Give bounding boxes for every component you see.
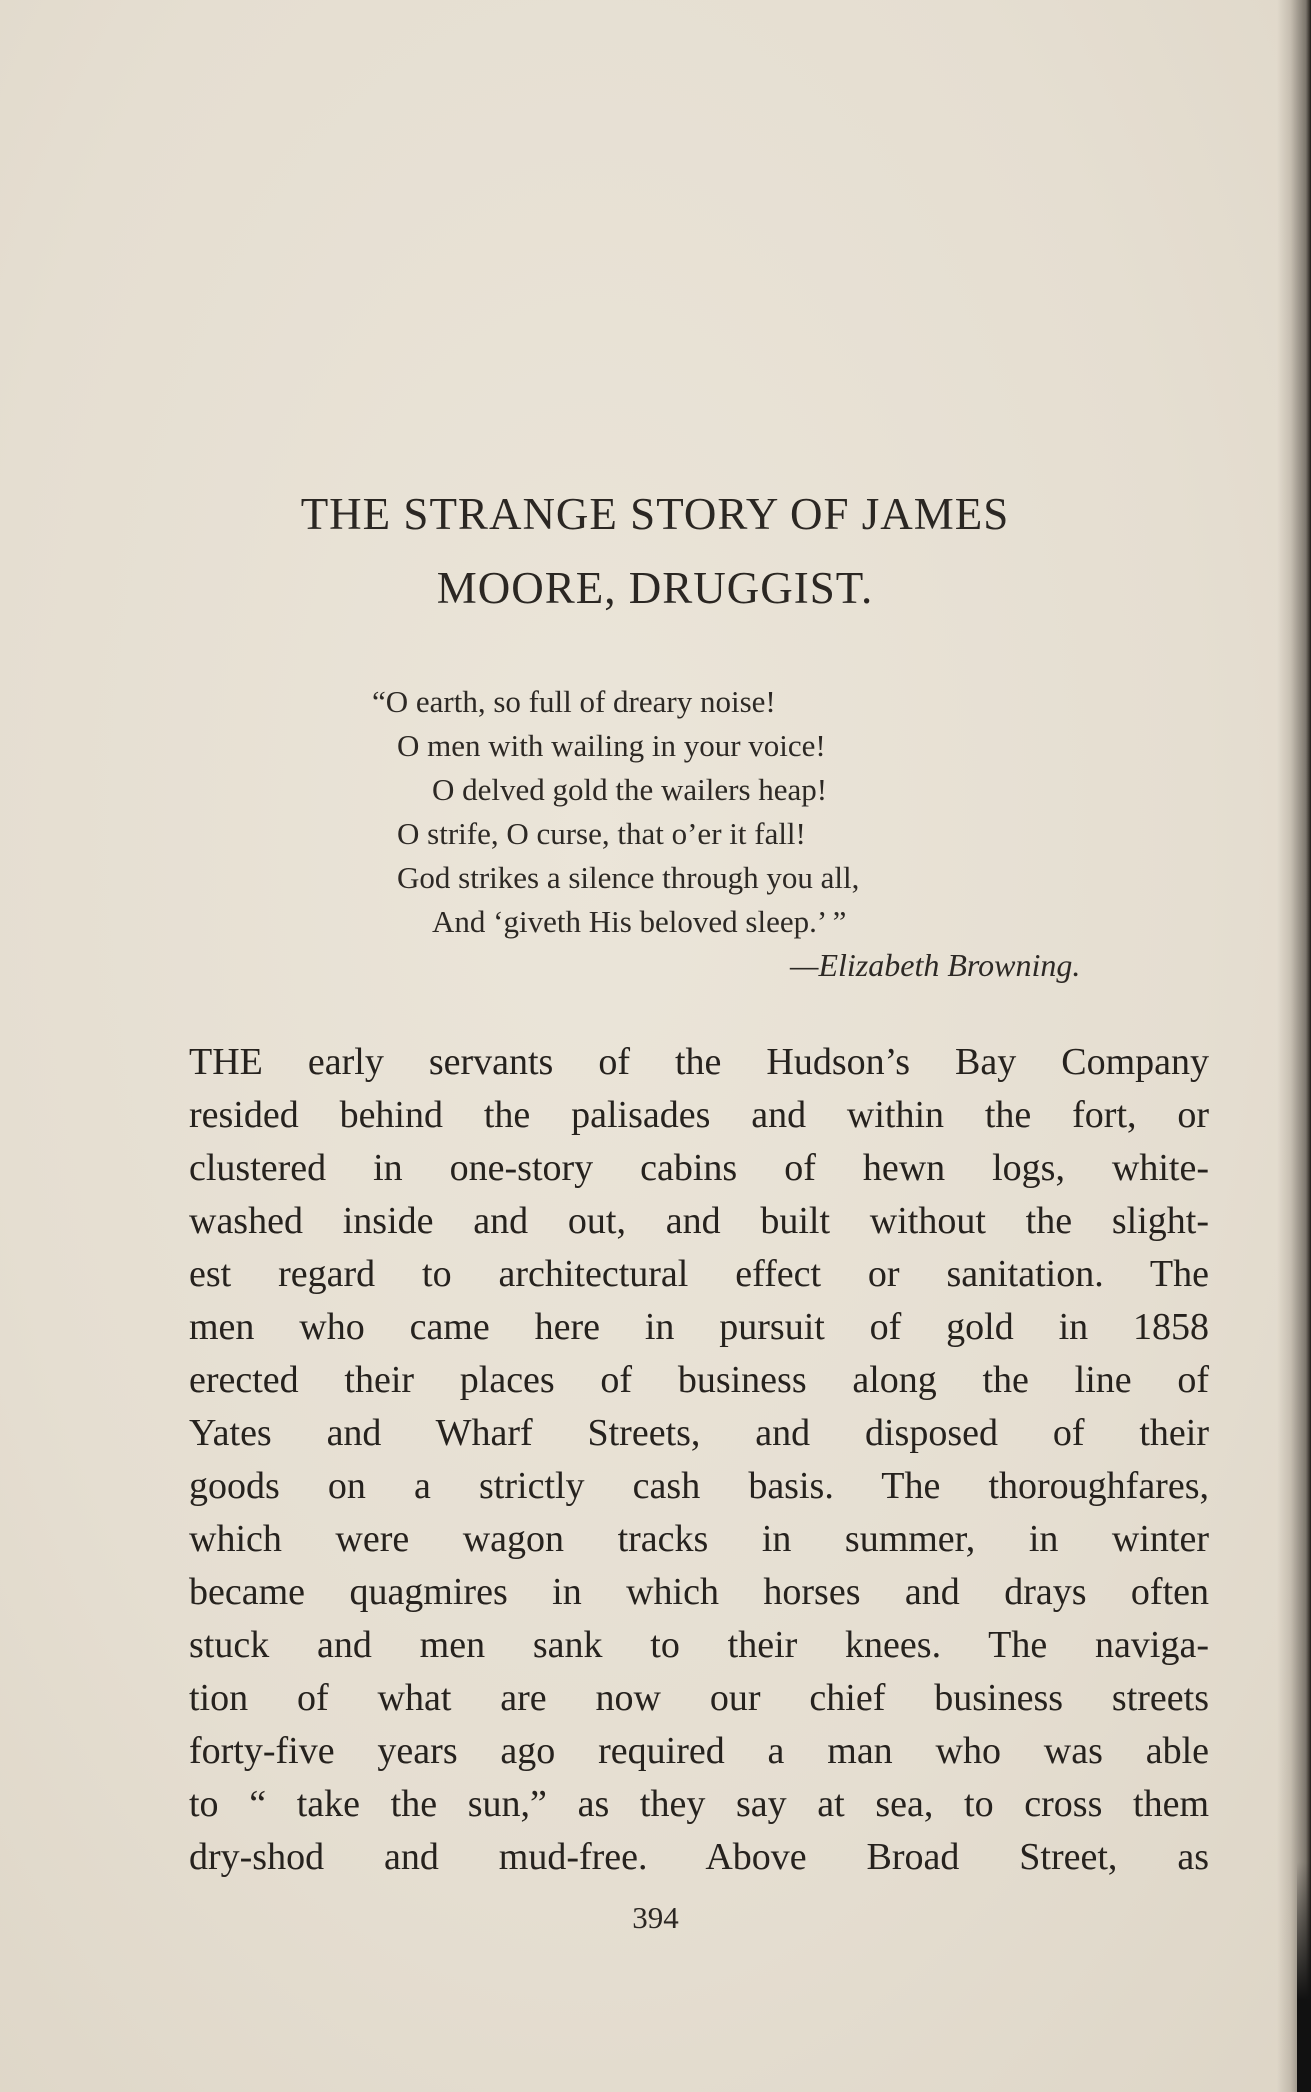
body-line: goods on a strictly cash basis. The thoroughfares, [189, 1465, 1209, 1507]
body-line: washed inside and out, and built without the slight- [189, 1200, 1209, 1242]
page-number: 394 [632, 1900, 679, 1935]
body-line: THE early servants of the Hudson’s Bay Company [189, 1041, 1209, 1083]
spine-shadow [1277, 0, 1311, 2092]
body-line: dry-shod and mud-free. Above Broad Street, as [189, 1836, 1209, 1878]
epigraph-line: O strife, O curse, that o’er it fall! [397, 816, 806, 851]
body-line: which were wagon tracks in summer, in winter [189, 1518, 1209, 1560]
body-line: forty-five years ago required a man who was able [189, 1730, 1209, 1772]
chapter-title-line-1: THE STRANGE STORY OF JAMES [300, 489, 1010, 539]
body-line: to “ take the sun,” as they say at sea, to cross them [189, 1783, 1209, 1825]
body-line: erected their places of business along the line of [189, 1359, 1209, 1401]
epigraph-line: O delved gold the wailers heap! [432, 772, 828, 807]
body-line: clustered in one-story cabins of hewn logs, white- [189, 1147, 1209, 1189]
epigraph-attribution: —Elizabeth Browning. [790, 947, 1081, 983]
epigraph-line: O men with wailing in your voice! [397, 728, 826, 763]
body-line: est regard to architectural effect or sanitation. The [189, 1253, 1209, 1295]
spine-edge [1297, 1862, 1311, 2092]
body-line: became quagmires in which horses and drays often [189, 1571, 1209, 1613]
body-line: tion of what are now our chief business streets [189, 1677, 1209, 1719]
body-line: men who came here in pursuit of gold in 1858 [189, 1306, 1209, 1348]
epigraph-line: And ‘giveth His beloved sleep.’ ” [432, 904, 847, 939]
body-line: stuck and men sank to their knees. The naviga- [189, 1624, 1209, 1666]
epigraph-line: “O earth, so full of dreary noise! [372, 684, 776, 719]
body-line: resided behind the palisades and within the fort, or [189, 1094, 1209, 1136]
body-line: Yates and Wharf Streets, and disposed of their [189, 1412, 1209, 1454]
epigraph-line: God strikes a silence through you all, [397, 860, 860, 895]
chapter-title-line-2: MOORE, DRUGGIST. [436, 563, 874, 613]
